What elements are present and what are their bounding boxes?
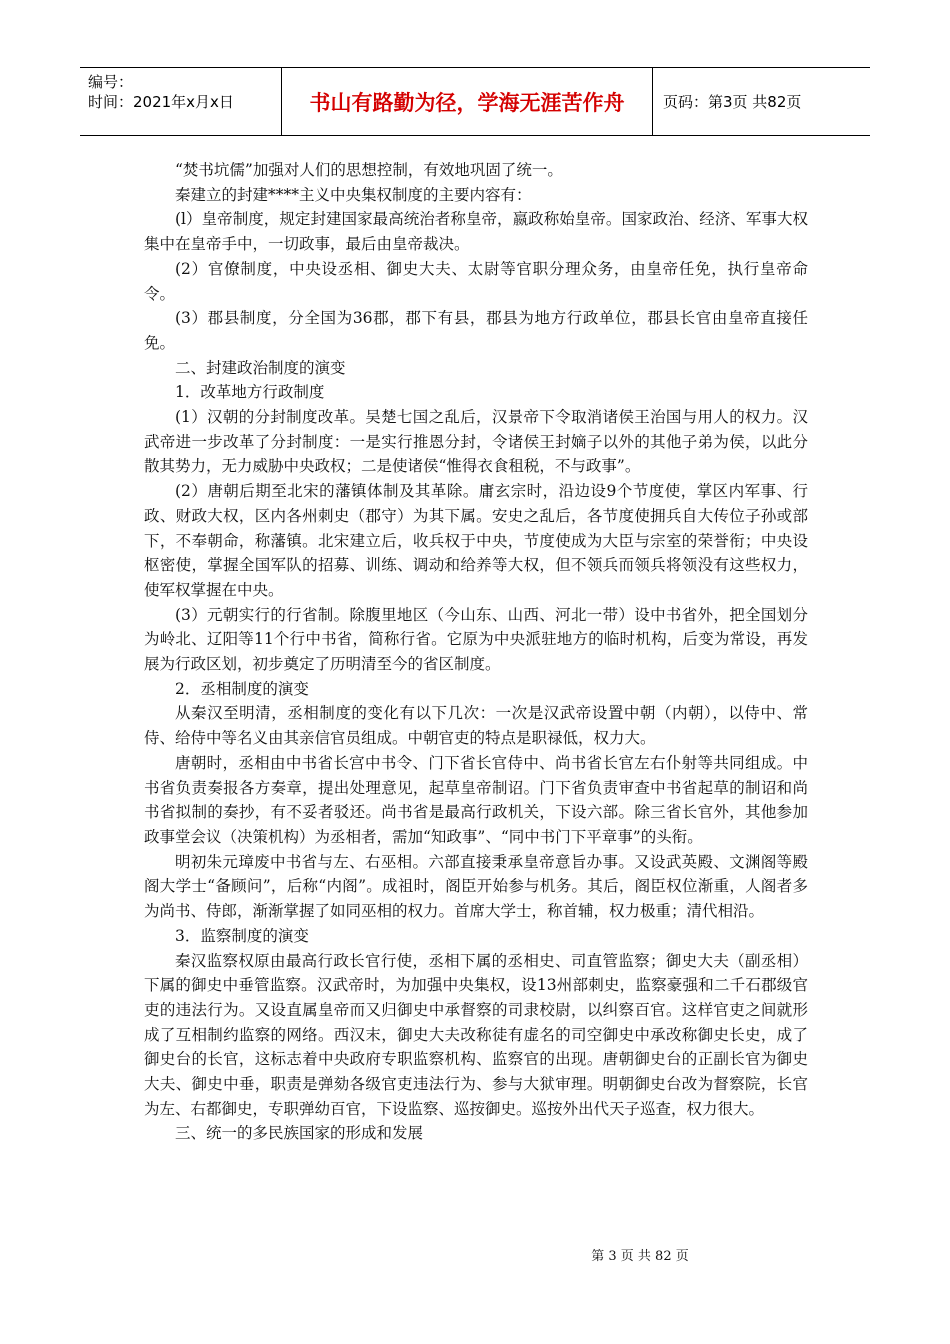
header-page-info: 页码：第3页 共82页: [663, 93, 802, 111]
paragraph: “焚书坑儒”加强对人们的思想控制，有效地巩固了统一。: [175, 161, 563, 179]
subsection-heading: 3．监察制度的演变: [175, 926, 309, 945]
paragraph: 秦汉监察权原由最高行政长官行使，丞相下属的丞相史、司直管监察；御史大夫（副丞相）下属的御史中垂管监察。汉武帝时，为加强中央集权，设13州部刺史，监察豪强和二千石郡级官吏的违法行为。又设直属皇帝而又归御史中承督察的司隶校尉，以纠察百官。这样官吏之间就形成了互相制约监察的网络。西汉末，御史大夫改称徒有虚名的司空御史中承改称御史长史，成了御史台的长官，这标志着中央政府专职监察机构、监察官的出现。唐朝御史台的正副长官为御史大夫、御史中垂，职责是弹劾各级官吏违法行为、参与大狱审理。明朝御史台改为督察院，长官为左、右都御史，专职弹幼百官，下设监察、巡按御史。巡按外出代天子巡查，权力很大。: [144, 951, 808, 1118]
section-heading: 三、统一的多民族国家的形成和发展: [175, 1124, 424, 1143]
paragraph: 从秦汉至明清，丞相制度的变化有以下几次：一次是汉武帝设置中朝（内朝），以侍中、常侍、给侍中等名义由其亲信官员组成。中朝官吏的特点是职禄低，权力大。: [144, 704, 808, 748]
paragraph: (2）唐朝后期至北宋的藩镇体制及其革除。庸玄宗时，沿边设9个节度使，掌区内军事、行政、财政大权，区内各州刺史（郡守）为其下属。安史之乱后，各节度使拥兵自大传位子孙或部下，不奉朝命，称藩镇。北宋建立后，收兵权于中央，节度使成为大臣与宗室的荣誉衔；中央设枢密使，掌握全国军队的招募、训练、调动和给养等大权，但不领兵而领兵将领没有这些权力，使军权掌握在中央。: [144, 482, 808, 599]
date-line: 时间：2021年x月x日: [88, 93, 234, 111]
number-label: 编号：: [88, 73, 134, 91]
paragraph: 秦建立的封建****主义中央集权制度的主要内容有：: [175, 185, 532, 204]
page-header: [80, 67, 870, 136]
section-heading: 二、封建政治制度的演变: [175, 358, 346, 377]
paragraph: (2）官僚制度，中央设丞相、御史大夫、太尉等官职分理众务，由皇帝任免，执行皇帝命令。: [144, 259, 808, 303]
header-motto: 书山有路勤为径，学海无涯苦作舟: [282, 68, 653, 135]
header-meta: [80, 68, 282, 135]
paragraph: (1）汉朝的分封制度改革。吴楚七国之乱后，汉景帝下令取消诸侯王治国与用人的权力。汉武帝进一步改革了分封制度：一是实行推恩分封，令诸侯王封嫡子以外的其他子弟为侯，以此分散其势力，无力威胁中央政权；二是使诸侯“惟得衣食租税，不与政事”。: [144, 408, 808, 476]
document-body: [144, 158, 808, 1146]
paragraph: (l）皇帝制度，规定封建国家最高统治者称皇帝，嬴政称始皇帝。国家政治、经济、军事大权集中在皇帝手中，一切政事，最后由皇帝裁决。: [144, 210, 808, 254]
page-footer: 第 3 页 共 82 页: [591, 1249, 689, 1264]
subsection-heading: 1．改革地方行政制度: [175, 383, 325, 402]
subsection-heading: 2．丞相制度的演变: [175, 679, 309, 698]
paragraph: 唐朝时，丞相由中书省长宫中书令、门下省长官侍中、尚书省长官左右仆射等共同组成。中书省负责奏报各方奏章，提出处理意见，起草皇帝制诏。门下省负责审查中书省起草的制诏和尚书省拟制的奏抄，有不妥者驳还。尚书省是最高行政机关，下设六部。除三省长官外，其他参加政事堂会议（决策机构）为丞相者，需加“知政事”、“同中书门下平章事”的头衔。: [144, 753, 808, 846]
paragraph: (3）郡县制度，分全国为36郡，郡下有县，郡县为地方行政单位，郡县长官由皇帝直接任免。: [144, 309, 808, 352]
paragraph: (3）元朝实行的行省制。除腹里地区（今山东、山西、河北一带）设中书省外，把全国划分为岭北、辽阳等11个行中书省，简称行省。它原为中央派驻地方的临时机构，后变为常设，再发展为行政区划，初步奠定了历明清至今的省区制度。: [144, 605, 808, 674]
paragraph: 明初朱元璋废中书省与左、右巫相。六部直接秉承皇帝意旨办事。又设武英殿、文渊阁等殿阁大学士“备顾问”，后称“内阁”。成祖时，阁臣开始参与机务。其后，阁臣权位渐重，人阁者多为尚书、侍郎，渐渐掌握了如同巫相的权力。首席大学士，称首辅，权力极重；清代相沿。: [144, 852, 808, 921]
